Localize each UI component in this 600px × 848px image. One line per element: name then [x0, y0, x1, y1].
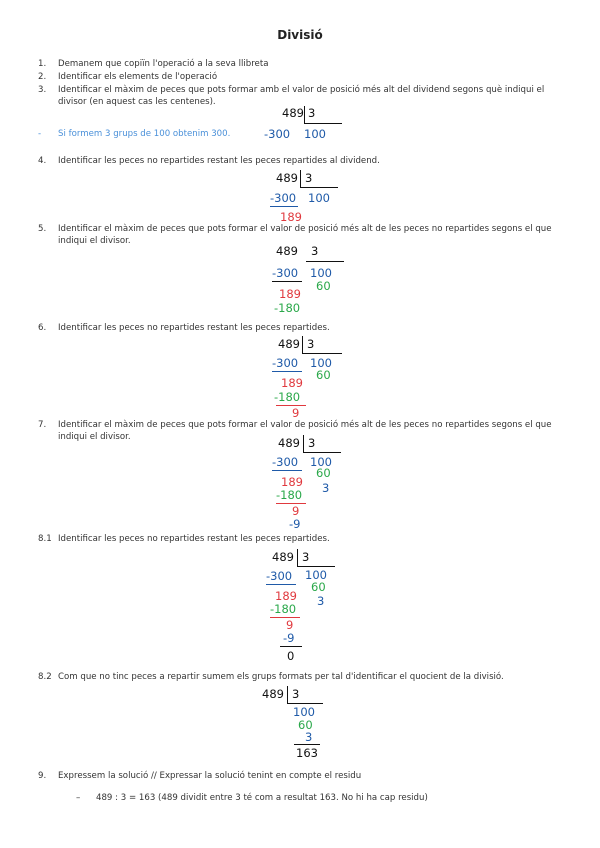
- divisor: 3: [311, 244, 319, 258]
- step-6: 6. Identificar les peces no repartides restant les peces repartides.: [38, 323, 330, 333]
- step-2: 2. Identificar els elements de l'operació: [38, 72, 218, 82]
- quotient-100: 100: [310, 455, 332, 469]
- subtraction-line: [276, 405, 306, 406]
- remainder-9: 9: [292, 504, 300, 518]
- subtraction-300: -300: [272, 455, 299, 469]
- quotient-60: 60: [311, 580, 326, 594]
- division-bar: [304, 106, 305, 123]
- remainder-189: 189: [281, 376, 303, 390]
- division-bar: [302, 336, 303, 353]
- step-4: 4. Identificar les peces no repartides restant les peces repartides al dividend.: [38, 156, 380, 166]
- subtraction-300: -300: [264, 127, 291, 141]
- subtraction-line: [270, 617, 300, 618]
- divisor-underline: [300, 187, 338, 188]
- quotient-100: 100: [310, 356, 332, 370]
- remainder-9: 9: [292, 406, 300, 420]
- divisor: 3: [302, 550, 310, 564]
- remainder-9: 9: [286, 618, 294, 632]
- subtraction-line: [276, 503, 306, 504]
- dividend: 489: [282, 106, 304, 120]
- remainder-189: 189: [275, 589, 297, 603]
- quotient-100: 100: [308, 191, 330, 205]
- dividend: 489: [278, 337, 300, 351]
- subtraction-180: -180: [274, 390, 301, 404]
- quotient-100: 100: [304, 127, 326, 141]
- divisor: 3: [305, 171, 313, 185]
- divisor-underline: [303, 452, 341, 453]
- subtraction-line: [272, 371, 302, 372]
- divisor: 3: [308, 436, 316, 450]
- dividend: 489: [276, 244, 298, 258]
- remainder-189: 189: [279, 287, 301, 301]
- subtraction-300: -300: [272, 356, 299, 370]
- division-bar: [297, 549, 298, 566]
- remainder-189: 189: [281, 475, 303, 489]
- quotient-3: 3: [305, 730, 313, 744]
- division-bar: [300, 170, 301, 187]
- step-9: 9. Expressem la solució // Expressar la solució tenint en compte el residu: [38, 771, 362, 781]
- step-5: 5. Identificar el màxim de peces que pots formar el valor de posició més alt de les peces no repartides segons el que indiqui el divisor.: [38, 224, 552, 246]
- step-8-1: 8.1 Identificar les peces no repartides restant les peces repartides.: [38, 534, 330, 544]
- divisor-underline: [302, 353, 342, 354]
- solution-line: – 489 : 3 = 163 (489 dividit entre 3 té com a resultat 163. No hi ha cap residu): [76, 793, 428, 803]
- quotient-60: 60: [298, 718, 313, 732]
- quotient-60: 60: [316, 368, 331, 382]
- step-8-2: 8.2 Com que no tinc peces a repartir sumem els grups formats per tal d'identificar el quocient de la divisió.: [38, 672, 504, 682]
- divisor-underline: [304, 123, 342, 124]
- subtraction-180: -180: [276, 488, 303, 502]
- subtraction-300: -300: [272, 266, 299, 280]
- subtraction-300: -300: [266, 569, 293, 583]
- quotient-3: 3: [322, 481, 330, 495]
- subtraction-180: -180: [270, 602, 297, 616]
- subtraction-180: -180: [274, 301, 301, 315]
- sum-line: [294, 744, 320, 745]
- quotient-60: 60: [316, 466, 331, 480]
- subtraction-9: -9: [289, 517, 301, 531]
- hint-line: - Si formem 3 grups de 100 obtenim 300.: [38, 129, 231, 139]
- subtraction-line: [272, 281, 302, 282]
- quotient-100: 100: [293, 705, 315, 719]
- subtraction-line: [270, 206, 298, 207]
- page-title: Divisió: [277, 28, 323, 42]
- subtraction-line: [266, 584, 296, 585]
- quotient-100: 100: [310, 266, 332, 280]
- subtraction-line: [272, 470, 302, 471]
- dividend: 489: [272, 550, 294, 564]
- divisor-underline: [287, 703, 323, 704]
- step-1: 1. Demanem que copiïn l'operació a la seva llibreta: [38, 59, 269, 69]
- divisor-underline: [297, 566, 335, 567]
- quotient-60: 60: [316, 279, 331, 293]
- division-bar: [303, 435, 304, 452]
- step-3: 3. Identificar el màxim de peces que pots formar amb el valor de posició més alt del dividend segons què indiqui el divisor (en aquest cas les centenes).: [38, 85, 545, 107]
- divisor: 3: [307, 337, 315, 351]
- dividend: 489: [278, 436, 300, 450]
- quotient-100: 100: [305, 568, 327, 582]
- subtraction-line: [280, 646, 302, 647]
- subtraction-9: -9: [283, 631, 295, 645]
- step-7: 7. Identificar el màxim de peces que pots formar el valor de posició més alt de les peces no repartides segons el que indiqui el divisor.: [38, 420, 552, 442]
- division-bar: [287, 686, 288, 703]
- divisor: 3: [292, 687, 300, 701]
- quotient-3: 3: [317, 594, 325, 608]
- quotient-total: 163: [296, 746, 318, 760]
- divisor-underline: [306, 261, 344, 262]
- remainder-189: 189: [280, 210, 302, 224]
- dividend: 489: [262, 687, 284, 701]
- dividend: 489: [276, 171, 298, 185]
- remainder-0: 0: [287, 649, 295, 663]
- divisor: 3: [308, 106, 316, 120]
- subtraction-300: -300: [270, 191, 297, 205]
